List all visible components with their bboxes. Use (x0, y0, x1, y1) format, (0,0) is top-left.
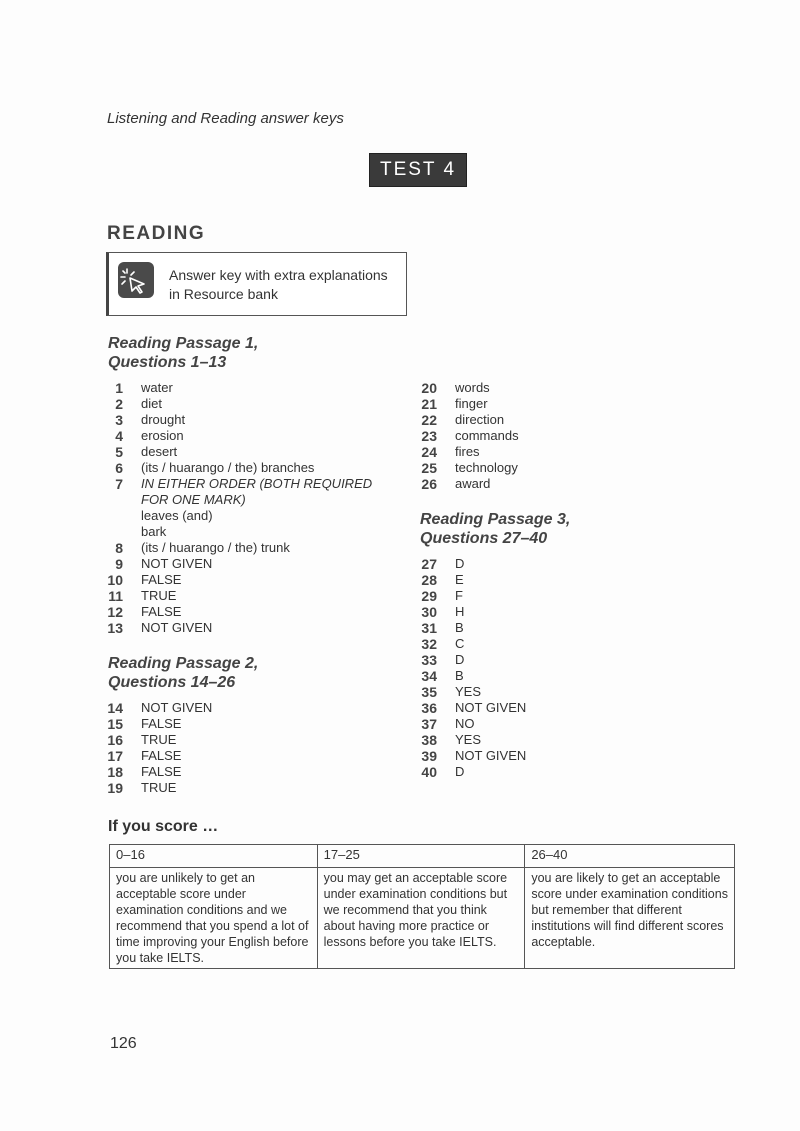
answer-number: 28 (421, 572, 437, 588)
answer-text: TRUE (141, 732, 177, 747)
answer-number: 4 (115, 428, 123, 444)
section-heading: READING (107, 223, 206, 244)
answer-number: 38 (421, 732, 437, 748)
answer-text: diet (141, 396, 162, 411)
answer-item (421, 460, 519, 476)
answer-item (107, 716, 212, 732)
answer-item (421, 700, 526, 716)
resource-text (169, 266, 404, 304)
answer-text: E (455, 572, 464, 587)
answer-text: FALSE (141, 716, 182, 731)
answer-item (107, 572, 391, 588)
answer-number: 1 (115, 380, 123, 396)
answer-text: H (455, 604, 465, 619)
answer-item (107, 412, 391, 428)
answer-text: TRUE (141, 780, 177, 795)
answer-number: 10 (107, 572, 123, 588)
answer-text: desert (141, 444, 178, 459)
passage-3-heading (420, 510, 570, 548)
answer-text: NOT GIVEN (455, 700, 527, 715)
answer-number: 17 (107, 748, 123, 764)
answer-text: YES (455, 684, 482, 699)
answer-item (421, 764, 526, 780)
answer-text: words (455, 380, 490, 395)
score-column-header: 26–40 (525, 845, 735, 868)
answer-text: NOT GIVEN (455, 748, 527, 763)
answer-item (421, 444, 519, 460)
answer-text: D (455, 652, 465, 667)
answer-item (107, 764, 212, 780)
passage-2-answers-col1 (107, 700, 212, 796)
passage-subtitle: Questions 1–13 (108, 354, 227, 371)
passage-3-answers (421, 556, 526, 780)
answer-text: award (455, 476, 491, 491)
answer-number: 25 (421, 460, 437, 476)
answer-item (107, 460, 391, 476)
answer-item (421, 652, 526, 668)
answer-item (107, 476, 391, 508)
answer-text: FALSE (141, 572, 182, 587)
score-cell: you are unlikely to get an acceptable score under examination conditions and we recommend that you spend a lot of time improving your English before you take IELTS. (110, 868, 318, 969)
passage-title: Reading Passage 1, (108, 335, 259, 352)
answer-item (421, 476, 519, 492)
answer-number: 31 (421, 620, 437, 636)
answer-item (421, 380, 519, 396)
answer-text: direction (455, 412, 505, 427)
answer-number: 30 (421, 604, 437, 620)
answer-number: 18 (107, 764, 123, 780)
answer-number: 32 (421, 636, 437, 652)
answer-text: TRUE (141, 588, 177, 603)
answer-number: 23 (421, 428, 437, 444)
score-cell: you are likely to get an acceptable score under examination conditions but remember that different institutions will find different scores acceptable. (525, 868, 735, 969)
score-table-header-row (110, 845, 735, 868)
answer-item (107, 588, 391, 604)
answer-text: commands (455, 428, 519, 443)
answer-text: NOT GIVEN (141, 556, 213, 571)
answer-number: 22 (421, 412, 437, 428)
resource-bank-box[interactable] (106, 252, 407, 316)
answer-text: NO (455, 716, 475, 731)
answer-number: 20 (421, 380, 437, 396)
answer-item (421, 684, 526, 700)
answer-item (107, 780, 212, 796)
answer-number: 15 (107, 716, 123, 732)
answer-number: 35 (421, 684, 437, 700)
answer-number: 36 (421, 700, 437, 716)
answer-item (107, 556, 391, 572)
answer-number: 9 (115, 556, 123, 572)
score-table-row (110, 868, 735, 969)
answer-number: 27 (421, 556, 437, 572)
answer-item (421, 428, 519, 444)
answer-sub-item: leaves (and) (141, 508, 213, 523)
answer-number: 34 (421, 668, 437, 684)
answer-item (107, 604, 391, 620)
answer-number: 39 (421, 748, 437, 764)
answer-number: 7 (115, 476, 123, 492)
answer-text: (its / huarango / the) branches (141, 460, 315, 475)
answer-item (107, 540, 391, 556)
resource-text-line1: Answer key with extra explanations (169, 267, 388, 283)
score-cell: you may get an acceptable score under examination conditions but we recommend that you think about having more practice or lessons before you take IELTS. (317, 868, 525, 969)
answer-number: 5 (115, 444, 123, 460)
answer-item (107, 732, 212, 748)
passage-title: Reading Passage 2, (108, 655, 259, 672)
passage-2-heading (108, 654, 258, 692)
answer-item (421, 412, 519, 428)
answer-number: 8 (115, 540, 123, 556)
answer-item (107, 380, 391, 396)
answer-text: finger (455, 396, 488, 411)
answer-number: 2 (115, 396, 123, 412)
answer-number: 26 (421, 476, 437, 492)
answer-item (107, 620, 391, 636)
answer-number: 3 (115, 412, 123, 428)
score-table (109, 844, 735, 969)
passage-1-answers (107, 380, 391, 636)
answer-text: erosion (141, 428, 184, 443)
answer-text: B (455, 620, 464, 635)
answer-number: 21 (421, 396, 437, 412)
answer-item (421, 620, 526, 636)
answer-number: 13 (107, 620, 123, 636)
answer-text: FALSE (141, 748, 182, 763)
answer-item (421, 636, 526, 652)
answer-item (421, 748, 526, 764)
answer-item (421, 716, 526, 732)
answer-text: FALSE (141, 604, 182, 619)
resource-text-line2: in Resource bank (169, 286, 278, 302)
answer-sub-item: bark (141, 524, 167, 539)
answer-text: FALSE (141, 764, 182, 779)
answer-text: drought (141, 412, 186, 427)
answer-number: 12 (107, 604, 123, 620)
answer-number: 24 (421, 444, 437, 460)
answer-text: technology (455, 460, 518, 475)
answer-number: 37 (421, 716, 437, 732)
answer-text: B (455, 668, 464, 683)
page-number: 126 (110, 1035, 137, 1052)
answer-number: 16 (107, 732, 123, 748)
score-column-header: 0–16 (110, 845, 318, 868)
answer-item (421, 572, 526, 588)
score-heading: If you score … (108, 818, 219, 835)
passage-subtitle: Questions 14–26 (108, 674, 236, 691)
passage-1-heading (108, 334, 258, 372)
answer-item (421, 732, 526, 748)
answer-item (107, 428, 391, 444)
answer-number: 14 (107, 700, 123, 716)
answer-item (421, 668, 526, 684)
answer-text: C (455, 636, 465, 651)
answer-item (107, 748, 212, 764)
score-column-header: 17–25 (317, 845, 525, 868)
answer-item (107, 444, 391, 460)
answer-number: 29 (421, 588, 437, 604)
answer-item (421, 396, 519, 412)
answer-item (421, 556, 526, 572)
answer-note: IN EITHER ORDER (BOTH REQUIRED FOR ONE MARK) (141, 476, 373, 507)
answer-item (421, 588, 526, 604)
answer-text: YES (455, 732, 482, 747)
passage-title: Reading Passage 3, (420, 511, 571, 528)
answer-number: 33 (421, 652, 437, 668)
passage-2-answers-col2 (421, 380, 519, 492)
answer-number: 11 (108, 588, 123, 604)
page-header-title: Listening and Reading answer keys (107, 110, 344, 127)
cursor-click-icon (118, 262, 154, 298)
answer-item (107, 700, 212, 716)
answer-text: water (141, 380, 173, 395)
answer-text: D (455, 556, 465, 571)
test-badge: TEST 4 (369, 153, 467, 187)
answer-item (107, 396, 391, 412)
answer-text: F (455, 588, 463, 603)
answer-number: 40 (421, 764, 437, 780)
answer-text: NOT GIVEN (141, 700, 213, 715)
answer-number: 19 (107, 780, 123, 796)
answer-text: fires (455, 444, 480, 459)
passage-subtitle: Questions 27–40 (420, 530, 548, 547)
answer-text: (its / huarango / the) trunk (141, 540, 290, 555)
answer-text: NOT GIVEN (141, 620, 213, 635)
answer-item (421, 604, 526, 620)
answer-number: 6 (115, 460, 123, 476)
answer-text: D (455, 764, 465, 779)
